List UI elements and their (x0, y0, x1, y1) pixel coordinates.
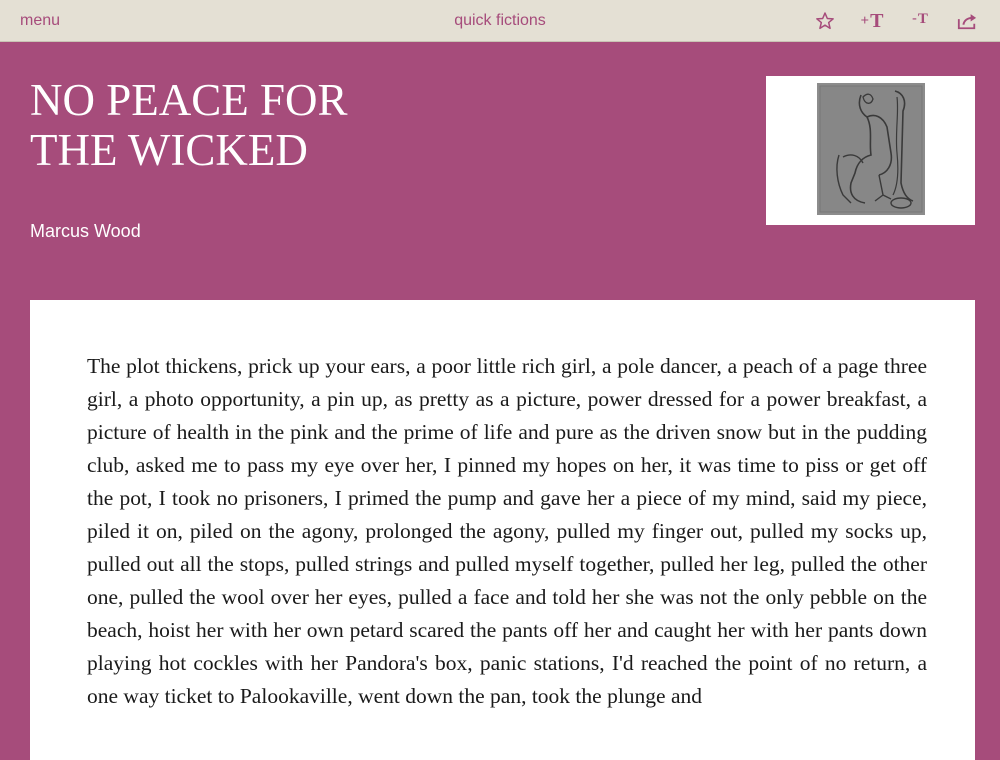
story-body: The plot thickens, prick up your ears, a poor little rich girl, a pole dancer, a peach of a page three girl, a photo opportunity, a pin up, as pretty as a picture, power dressed for a power breakfast, a picture of health in the pink and the prime of life and pure as the driven snow but in the pudding club, asked me to pass my eye over her, I pinned my hopes on her, it was time to piss or get off the pot, I took no prisoners, I primed the pump and gave her a piece of my mind, said my piece, piled it on, piled on the agony, prolonged the agony, pulled my finger out, pulled my socks up, pulled out all the stops, pulled strings and pulled myself together, pulled her leg, pulled the other one, pulled the wool over her eyes, pulled a face and told her she was not the only pebble on the beach, hoist her with her own petard scared the pants off her and caught her with her pants down playing hot cockles with her Pandora's box, panic stations, I'd reached the point of no return, a one way ticket to Palookaville, went down the pan, took the plunge and (87, 354, 927, 708)
story-thumbnail (766, 76, 975, 225)
top-bar (0, 0, 1000, 42)
font-glyph: T (917, 10, 928, 27)
star-icon[interactable] (813, 8, 837, 34)
story-header (0, 42, 1000, 300)
sketch-illustration (817, 83, 925, 215)
share-icon[interactable] (955, 8, 979, 34)
plus-sign: + (860, 12, 870, 29)
story-content-card (30, 300, 975, 760)
increase-font-size-icon[interactable] (858, 8, 886, 34)
menu-button[interactable]: menu (20, 12, 61, 29)
font-glyph: T (870, 9, 884, 32)
minus-sign: - (912, 11, 917, 26)
author-name: Marcus Wood (30, 221, 141, 241)
decrease-font-size-icon[interactable] (908, 6, 932, 32)
story-title: NO PEACE FOR THE WICKED (30, 75, 348, 175)
app-title: quick fictions (454, 12, 546, 29)
